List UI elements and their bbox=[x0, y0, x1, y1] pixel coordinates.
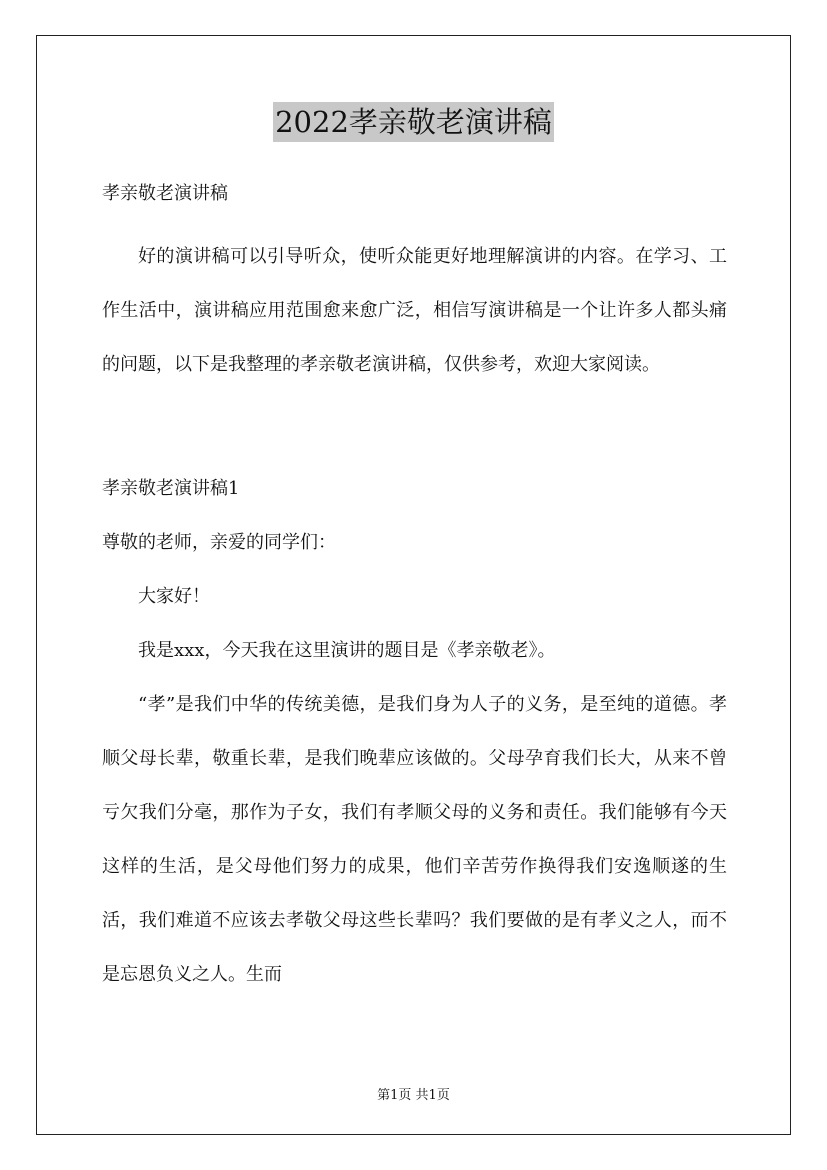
subtitle: 孝亲敬老演讲稿 bbox=[102, 183, 228, 204]
document-body bbox=[102, 176, 727, 1002]
body-paragraph: “孝”是我们中华的传统美德，是我们身为人子的义务，是至纯的道德。孝顺父母长辈，敬重长辈，是我们晚辈应该做的。父母孕育我们长大，从来不曾亏欠我们分毫，那作为子女，我们有孝顺父母的义务和责任。我们能够有今天这样的生活，是父母他们努力的成果，他们辛苦劳作换得我们安逸顺遂的生活，我们难道不应该去孝敬父母这些长辈吗？我们要做的是有孝义之人，而不是忘恩负义之人。生而 bbox=[102, 694, 727, 985]
opening-paragraph: 我是xxx，今天我在这里演讲的题目是《孝亲敬老》。 bbox=[138, 640, 556, 661]
title-container bbox=[0, 102, 827, 142]
section-heading: 孝亲敬老演讲稿1 bbox=[102, 478, 240, 499]
document-title: 2022孝亲敬老演讲稿 bbox=[273, 102, 554, 142]
page-footer: 第1页 共1页 bbox=[377, 1088, 450, 1103]
greeting: 大家好！ bbox=[138, 586, 210, 607]
intro-paragraph: 好的演讲稿可以引导听众，使听众能更好地理解演讲的内容。在学习、工作生活中，演讲稿应用范围愈来愈广泛，相信写演讲稿是一个让许多人都头痛的问题，以下是我整理的孝亲敬老演讲稿，仅供参考，欢迎大家阅读。 bbox=[102, 246, 727, 375]
salutation: 尊敬的老师，亲爱的同学们： bbox=[102, 532, 336, 553]
